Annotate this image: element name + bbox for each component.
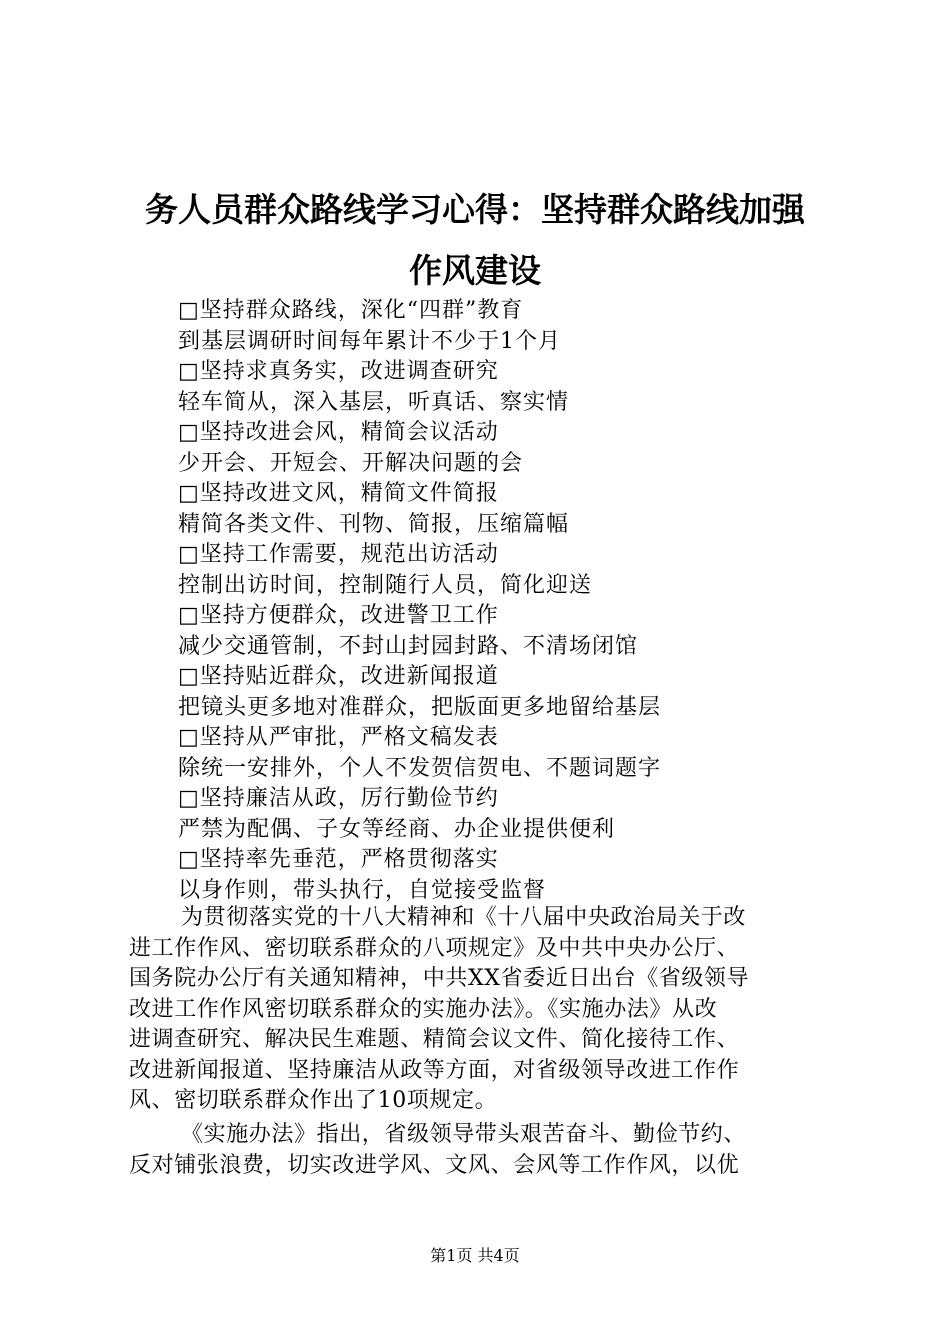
- list-item: □坚持廉洁从政，厉行勤俭节约: [178, 786, 499, 811]
- paragraph-line: 改进新闻报道、坚持廉洁从政等方面，对省级领导改进工作作: [129, 1057, 740, 1083]
- list-item: 控制出访时间，控制随行人员，简化迎送: [178, 572, 593, 598]
- list-item: □坚持改进文风，精简文件简报: [178, 481, 499, 506]
- list-item: 严禁为配偶、子女等经商、办企业提供便利: [178, 816, 616, 842]
- list-item: 到基层调研时间每年累计不少于1个月: [178, 328, 561, 354]
- list-item: □坚持改进会风，精简会议活动: [178, 420, 499, 445]
- list-item: 精简各类文件、刊物、简报，压缩篇幅: [178, 511, 570, 537]
- list-item: 除统一安排外，个人不发贺信贺电、不题词题字: [178, 755, 662, 781]
- paragraph-line: 国务院办公厅有关通知精神，中共XX省委近日出台《省级领导: [129, 966, 750, 991]
- document-title-line-2: 作风建设: [409, 251, 541, 290]
- list-item: □坚持工作需要，规范出访活动: [178, 542, 499, 567]
- paragraph-line: 进工作作风、密切联系群众的八项规定》及中共中央办公厅、: [129, 935, 740, 961]
- list-item: □坚持方便群众，改进警卫工作: [178, 603, 499, 628]
- body-paragraph-1: [129, 903, 829, 1117]
- list-item: □坚持群众路线，深化“四群”教育: [178, 298, 524, 323]
- measures-list: [178, 296, 838, 906]
- list-item: □坚持求真务实，改进调查研究: [178, 359, 499, 384]
- paragraph-line: 《实施办法》指出，省级领导带头艰苦奋斗、勤俭节约、: [181, 1122, 747, 1147]
- list-item: □坚持贴近群众，改进新闻报道: [178, 664, 499, 689]
- list-item: 减少交通管制，不封山封园封路、不清场闭馆: [178, 633, 639, 659]
- paragraph-line: 风、密切联系群众作出了10项规定。: [129, 1088, 498, 1113]
- list-item: 把镜头更多地对准群众，把版面更多地留给基层: [178, 694, 662, 720]
- document-title-line-1: 务人员群众路线学习心得：坚持群众路线加强: [145, 190, 805, 229]
- paragraph-line: 为贯彻落实党的十八大精神和《十八届中央政治局关于改: [181, 905, 747, 930]
- list-item: □坚持从严审批，严格文稿发表: [178, 725, 499, 750]
- list-item: □坚持率先垂范，严格贯彻落实: [178, 847, 499, 872]
- list-item: 以身作则，带头执行，自觉接受监督: [178, 877, 547, 903]
- paragraph-line: 进调查研究、解决民生难题、精简会议文件、简化接待工作、: [129, 1027, 740, 1052]
- list-item: 轻车简从，深入基层，听真话、察实情: [178, 389, 570, 415]
- page-footer: 第1页 共4页: [430, 1246, 520, 1265]
- paragraph-line: 反对铺张浪费，切实改进学风、文风、会风等工作作风，以优: [129, 1152, 740, 1178]
- body-paragraph-2: [129, 1120, 829, 1181]
- paragraph-line: 改进工作作风密切联系群众的实施办法》。《实施办法》从改: [129, 996, 718, 1022]
- list-item: 少开会、开短会、开解决问题的会: [178, 450, 524, 476]
